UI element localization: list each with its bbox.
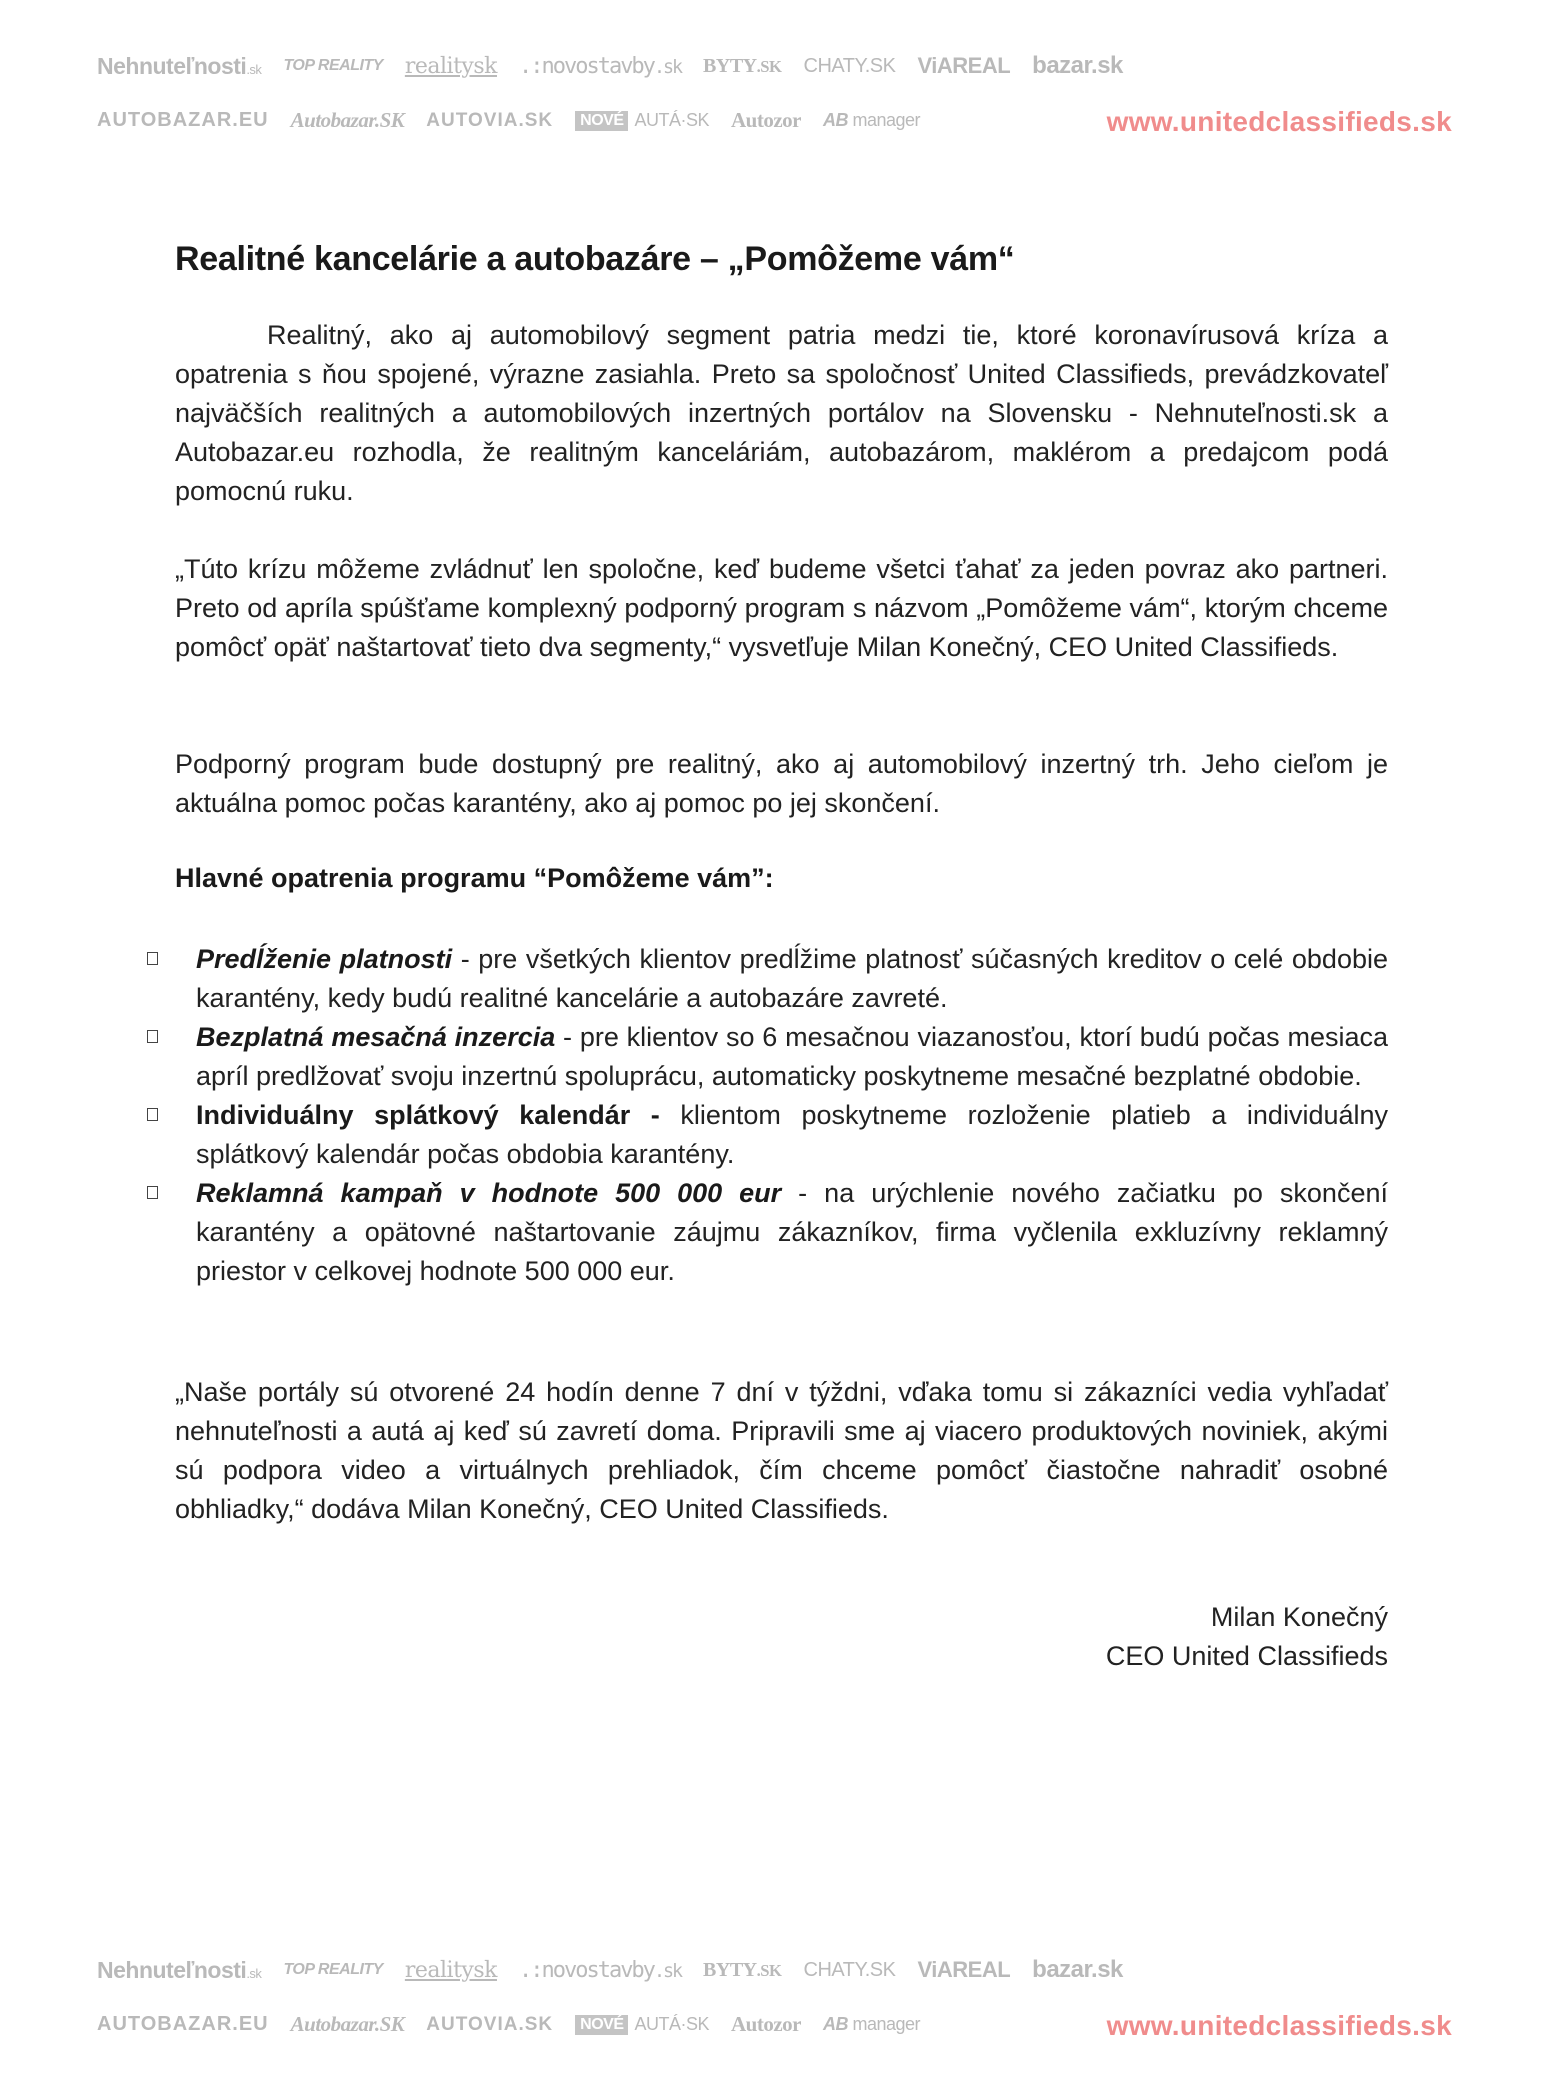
logo-autozor: Autozor [731, 2012, 801, 2036]
logo-autozor: Autozor [731, 108, 801, 132]
logo-ab-manager: AB manager [822, 110, 921, 130]
signature-role: CEO United Classifieds [1105, 1641, 1388, 1671]
closing-quote-paragraph: „Naše portály sú otvorené 24 hodín denne 7 dní v týždni, vďaka tomu si zákazníci vedia vyhľadať nehnuteľnosti a autá aj keď sú zavretí doma. Pripravili sme aj viacero produktových noviniek, akými sú podpora video a virtuálnych prehliadok, čím chceme pomôcť čiastočne nahradiť osobné obhliadky,“ dodáva Milan Konečný, CEO United Classifieds. [175, 1377, 1388, 1524]
intro-paragraph: Realitný, ako aj automobilový segment patria medzi tie, ktoré koronavírusová kríza a opatrenia s ňou spojené, výrazne zasiahla. Preto sa spoločnosť United Classifieds, prevádzkovateľ najväčších realitných a automobilových inzertných portálov na Slovensku - Nehnuteľnosti.sk a Autobazar.eu rozhodla, že realitným kanceláriám, autobazárom, maklérom a predajcom podá pomocnú ruku. [175, 320, 1388, 506]
header-website-link[interactable]: www.unitedclassifieds.sk [1106, 106, 1452, 137]
footer-brand-bar [0, 1944, 1564, 2074]
measure-lead: Individuálny splátkový kalendár - [196, 1100, 660, 1130]
list-item [147, 1096, 1388, 1174]
measures-heading: Hlavné opatrenia programu “Pomôžeme vám”: [175, 863, 774, 893]
logo-bazar: bazar.sk [1032, 1956, 1123, 1983]
signature-block [1106, 1598, 1388, 1676]
brand-logos-row-1 [97, 1956, 1145, 1984]
logo-autobazar-eu: AUTOBAZAR.EU [97, 109, 269, 131]
logo-autobazar-eu: AUTOBAZAR.EU [97, 2013, 269, 2035]
logo-novostavby: .:novostavby.sk [518, 53, 682, 79]
logo-bazar: bazar.sk [1032, 52, 1123, 79]
logo-autovia: AUTOVIA.SK [426, 109, 554, 131]
logo-viareal: ViAREAL [917, 1957, 1011, 1982]
measure-lead: Reklamná kampaň v hodnote 500 000 eur [196, 1178, 782, 1208]
brand-logos-row-2 [97, 108, 942, 133]
logo-chaty: CHATY.SK [803, 54, 896, 77]
logo-nove-badge: NOVÉ [575, 2015, 628, 2035]
logo-autobazar-sk: Autobazar.SK [290, 2012, 405, 2036]
logo-nehnutelnosti: Nehnuteľnosti.sk [97, 52, 262, 79]
bullet-box-icon [147, 1030, 158, 1043]
logo-byty: BYTY.SK [703, 1958, 782, 1981]
logo-autovia: AUTOVIA.SK [426, 2013, 554, 2035]
measure-text: - na urýchlenie nového začiatku po skončení karantény a opätovné naštartovanie záujmu zákazníkov, firma vyčlenila exkluzívny reklamný priestor v celkovej hodnote 500 000 eur. [196, 1178, 1388, 1286]
measure-lead: Predĺženie platnosti [196, 944, 453, 974]
logo-autobazar-sk: Autobazar.SK [290, 108, 405, 132]
logo-nehnutelnosti: Nehnuteľnosti.sk [97, 1956, 262, 1983]
logo-viareal: ViAREAL [917, 53, 1011, 78]
logo-realitysk: realitysk [404, 53, 497, 79]
logo-byty: BYTY.SK [703, 54, 782, 77]
logo-top-reality: TOP REALITY [283, 1961, 383, 1978]
logo-top-reality: TOP REALITY [283, 57, 383, 74]
quote-paragraph: „Túto krízu môžeme zvládnuť len spoločne, keď budeme všetci ťahať za jeden povraz ako partneri. Preto od apríla spúšťame komplexný podporný program s názvom „Pomôžeme vám“, ktorým chceme pomôcť opäť naštartovať tieto dva segmenty,“ vysvetľuje Milan Konečný, CEO United Classifieds. [175, 554, 1388, 662]
brand-logos-row-1 [97, 52, 1145, 80]
signature-name: Milan Konečný [1210, 1602, 1388, 1632]
logo-auta: AUTÁ·SK [634, 110, 709, 130]
list-item [147, 1018, 1388, 1096]
logo-auta: AUTÁ·SK [634, 2014, 709, 2034]
measure-text: - pre všetkých klientov predĺžime platnosť súčasných kreditov o celé obdobie karantény, kedy budú realitné kancelárie a autobazáre zavreté. [196, 944, 1388, 1013]
list-item [147, 1174, 1388, 1291]
program-paragraph: Podporný program bude dostupný pre realitný, ako aj automobilový inzertný trh. Jeho cieľom je aktuálna pomoc počas karantény, ako aj pomoc po jej skončení. [175, 749, 1388, 818]
measures-list [147, 940, 1388, 1291]
document-title: Realitné kancelárie a autobazáre – „Pomôžeme vám“ [175, 240, 1015, 278]
bullet-box-icon [147, 952, 158, 965]
header-brand-bar [0, 40, 1564, 170]
bullet-box-icon [147, 1108, 158, 1121]
bullet-box-icon [147, 1186, 158, 1199]
measure-text: - pre klientov so 6 mesačnou viazanosťou, ktorí budú počas mesiaca apríl predlžovať svoju inzertnú spoluprácu, automaticky poskytneme mesačné bezplatné obdobie. [196, 1022, 1388, 1091]
logo-chaty: CHATY.SK [803, 1958, 896, 1981]
measure-lead: Bezplatná mesačná inzercia [196, 1022, 556, 1052]
brand-logos-row-2 [97, 2012, 942, 2037]
logo-nove-badge: NOVÉ [575, 111, 628, 131]
logo-realitysk: realitysk [404, 1957, 497, 1983]
logo-ab-manager: AB manager [822, 2014, 921, 2034]
logo-novostavby: .:novostavby.sk [518, 1957, 682, 1983]
measure-text: klientom poskytneme rozloženie platieb a individuálny splátkový kalendár počas obdobia karantény. [196, 1100, 1389, 1169]
list-item [147, 940, 1388, 1018]
footer-website-link[interactable]: www.unitedclassifieds.sk [1106, 2010, 1452, 2041]
